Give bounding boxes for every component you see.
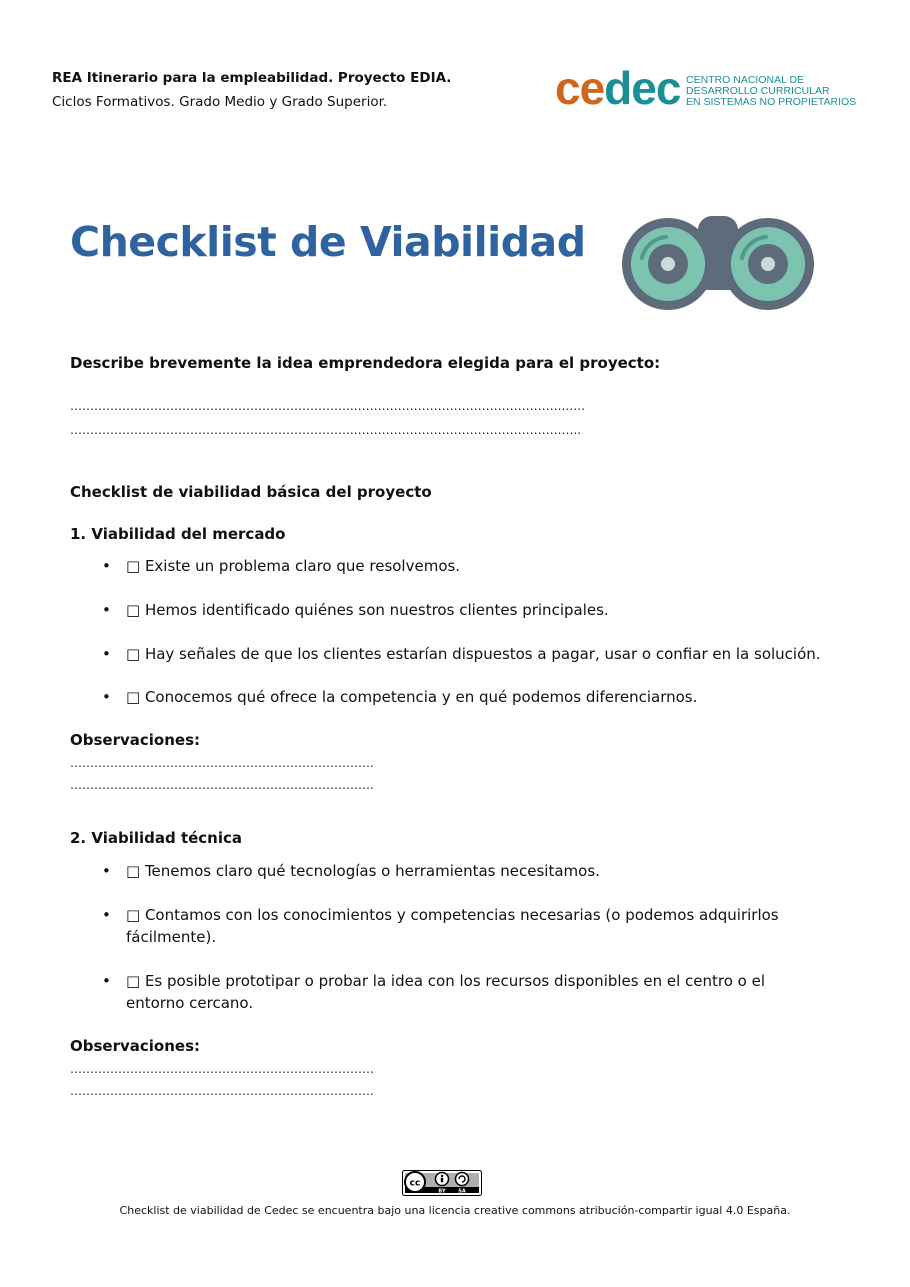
- checklist-item[interactable]: • □ Hemos identificado quiénes son nuestros clientes principales.: [70, 599, 830, 621]
- checklist-item[interactable]: • □ Tenemos claro qué tecnologías o herramientas necesitamos.: [70, 860, 790, 882]
- page-title: Checklist de Viabilidad: [70, 218, 586, 266]
- binoculars-icon: [620, 212, 816, 316]
- checklist-item[interactable]: • □ Hay señales de que los clientes estarían dispuestos a pagar, usar o confiar en la solución.: [70, 643, 830, 665]
- idea-question: Describe brevemente la idea emprendedora elegida para el proyecto:: [70, 354, 661, 372]
- observations-line[interactable]: ………………………………………………………………….: [70, 1084, 374, 1098]
- observations-label: Observaciones:: [70, 1037, 201, 1055]
- cedec-logo: [555, 60, 680, 116]
- market-checklist: [70, 555, 830, 708]
- license-sa-label: SA: [458, 1188, 466, 1195]
- logo-word-ce: ce: [555, 62, 605, 114]
- logo-word-dec: dec: [604, 62, 681, 114]
- logo-subtitle: [686, 75, 856, 108]
- header-project-line: REA Itinerario para la empleabilidad. Proyecto EDIA.: [52, 70, 452, 86]
- observations-line[interactable]: ………………………………………………………………….: [70, 778, 374, 792]
- section-heading-market: 1. Viabilidad del mercado: [70, 525, 286, 543]
- svg-text:cc: cc: [409, 1178, 421, 1189]
- logo-sub-line: EN SISTEMAS NO PROPIETARIOS: [686, 96, 857, 108]
- checklist-item[interactable]: • □ Es posible prototipar o probar la idea con los recursos disponibles en el centro o el entorno cercano.: [70, 970, 790, 1014]
- checklist-item[interactable]: • □ Existe un problema claro que resolvemos.: [70, 555, 830, 577]
- logo-sub-line: CENTRO NACIONAL DE: [686, 74, 805, 86]
- logo-sub-line: DESARROLLO CURRICULAR: [686, 85, 830, 97]
- idea-answer-line[interactable]: ……………………………………………………………..…………………………………………….…..: [70, 423, 582, 437]
- license-notice: Checklist de viabilidad de Cedec se encuentra bajo una licencia creative commons atribución-compartir igual 4.0 España.: [119, 1204, 791, 1217]
- checklist-title: Checklist de viabilidad básica del proyecto: [70, 483, 432, 501]
- observations-line[interactable]: ………………………………………………………………….: [70, 756, 374, 770]
- cc-by-sa-icon[interactable]: [402, 1170, 482, 1196]
- technical-checklist: [70, 860, 790, 1014]
- checklist-item[interactable]: • □ Contamos con los conocimientos y competencias necesarias (o podemos adquirirlos fácilmente).: [70, 904, 790, 948]
- license-by-label: BY: [438, 1188, 446, 1195]
- section-heading-technical: 2. Viabilidad técnica: [70, 829, 243, 847]
- observations-line[interactable]: ………………………………………………………………….: [70, 1062, 374, 1076]
- checklist-item[interactable]: • □ Conocemos qué ofrece la competencia y en qué podemos diferenciarnos.: [70, 686, 830, 708]
- idea-answer-line[interactable]: ……………………………………………………………..……………………………………………..…..: [70, 399, 585, 413]
- observations-label: Observaciones:: [70, 731, 201, 749]
- header-cycles-line: Ciclos Formativos. Grado Medio y Grado Superior.: [52, 94, 388, 110]
